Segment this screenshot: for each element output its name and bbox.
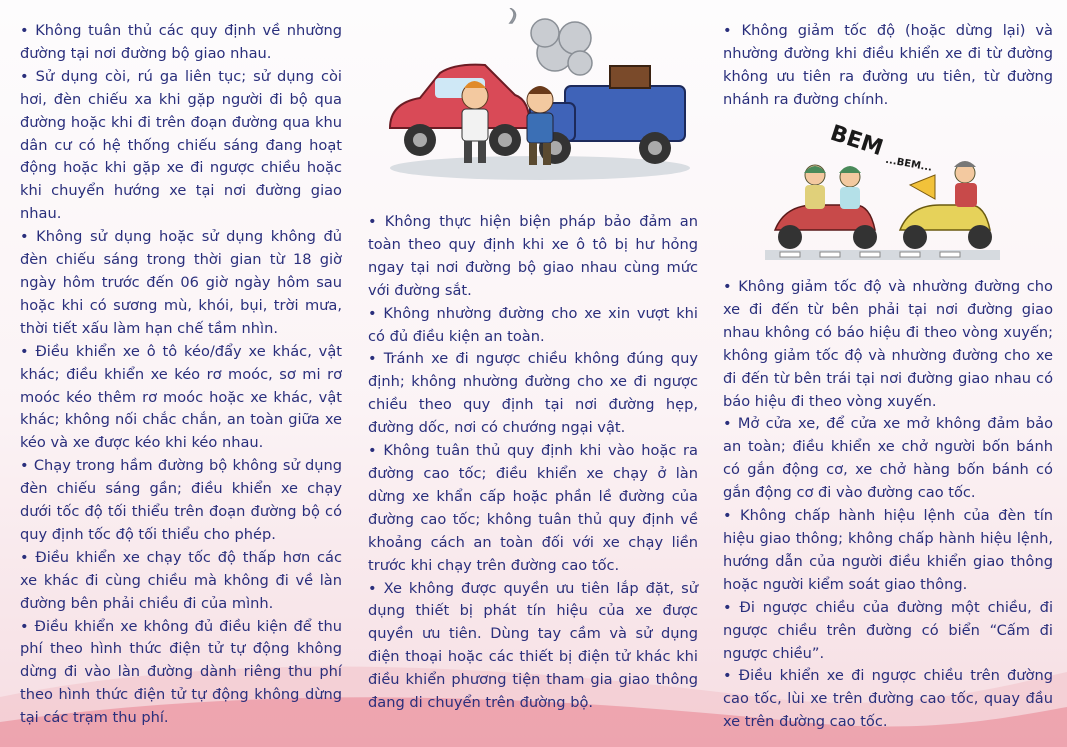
horn-sound-text: BEM bbox=[827, 120, 887, 162]
list-item: • Mở cửa xe, để cửa xe mở không đảm bảo an toàn; điều khiển xe chở người bốn bánh có gắn động cơ, xe chở hàng bốn bánh có gắn động cơ đi vào đường cao tốc. bbox=[723, 415, 1053, 502]
list-item: • Không nhường đường cho xe xin vượt khi có đủ điều kiện an toàn. bbox=[368, 304, 698, 345]
horn-sound-text-small: ...BEM... bbox=[884, 154, 933, 174]
red-car-icon bbox=[390, 65, 530, 156]
megaphone-icon bbox=[910, 175, 935, 199]
list-item: • Không thực hiện biện pháp bảo đảm an toàn theo quy định khi xe ô tô bị hư hỏng ngay tại nơi đường bộ giao nhau cùng mức với đường sắt. bbox=[368, 213, 698, 299]
list-item: • Không giảm tốc độ và nhường đường cho xe đi đến từ bên phải tại nơi đường giao nhau không có báo hiệu đi theo vòng xuyến; không giảm tốc độ và nhường đường cho xe đi đến từ bên trái tại nơi đường giao nhau có báo hiệu đi theo vòng xuyến. bbox=[723, 278, 1053, 410]
column-3-top bbox=[723, 20, 1053, 112]
list-item: • Tránh xe đi ngược chiều không đúng quy định; không nhường đường cho xe đi ngược chiều theo quy định tại nơi đường hẹp, đường dốc, nơi có chướng ngại vật. bbox=[368, 350, 698, 437]
column-3-bottom bbox=[723, 276, 1053, 734]
list-item: • Không giảm tốc độ (hoặc dừng lại) và nhường đường khi điều khiển xe đi từ đường không ưu tiên ra đường ưu tiên, từ đường nhánh ra đường chính. bbox=[723, 22, 1053, 108]
list-item: • Xe không được quyền ưu tiên lắp đặt, sử dụng thiết bị phát tín hiệu của xe được quyền ưu tiên. Dùng tay cầm và sử dụng điện thoại hoặc các thiết bị điện tử khác khi điều khiển phương tiện tham gia giao thông đang di chuyển trên đường bộ. bbox=[368, 579, 698, 712]
list-item: • Điều khiển xe ô tô kéo/đẩy xe khác, vật khác; điều khiển xe kéo rơ moóc, sơ mi rơ moóc kéo thêm rơ moóc hoặc xe khác, vật khác; không nối chắc chắn, an toàn giữa xe kéo và xe được kéo khi kéo nhau. bbox=[20, 342, 342, 452]
scooter-icon bbox=[900, 161, 992, 249]
person-icon bbox=[462, 81, 488, 163]
list-item: • Không sử dụng hoặc sử dụng không đủ đèn chiếu sáng trong thời gian từ 18 giờ ngày hôm trước đến 06 giờ ngày hôm sau hoặc khi có sương mù, khói, bụi, trời mưa, thời tiết xấu làm hạn chế tầm nhìn. bbox=[20, 228, 342, 337]
list-item: • Không chấp hành hiệu lệnh của đèn tín hiệu giao thông; không chấp hành hiệu lệnh, hướng dẫn của người điều khiển giao thông hoặc người kiểm soát giao thông. bbox=[723, 507, 1053, 593]
list-item: • Điều khiển xe chạy tốc độ thấp hơn các xe khác đi cùng chiều mà không đi về làn đường bên phải chiều đi của mình. bbox=[20, 548, 342, 612]
list-item: • Không tuân thủ các quy định về nhường đường tại nơi đường bộ giao nhau. bbox=[20, 22, 342, 62]
horn-scooter-illustration bbox=[760, 115, 1005, 267]
list-item: • Chạy trong hầm đường bộ không sử dụng đèn chiếu sáng gần; điều khiển xe chạy dưới tốc độ tối thiểu trên đoạn đường bộ có quy định tốc độ tối thiểu cho phép. bbox=[20, 457, 342, 543]
list-item: • Điều khiển xe không đủ điều kiện để thu phí theo hình thức điện tử tự động không dừng đi vào làn đường dành riêng thu phí theo hình thức điện tử tự động không dừng tại các trạm thu phí. bbox=[20, 617, 342, 727]
list-item: • Không tuân thủ quy định khi vào hoặc ra đường cao tốc; điều khiển xe chạy ở làn dừng xe khẩn cấp hoặc phần lề đường của đường cao tốc; không tuân thủ quy định về khoảng cách an toàn đối với xe chạy liền trước khi chạy trên đường cao tốc. bbox=[368, 442, 698, 574]
list-item: • Sử dụng còi, rú ga liên tục; sử dụng còi hơi, đèn chiếu xa khi gặp người đi bộ qua đường hoặc khi đi trên đoạn đường qua khu dân cư có hệ thống chiếu sáng đang hoạt động hoặc khi gặp xe đi ngược chiều hoặc khi chuyển hướng xe tại nơi đường giao nhau. bbox=[20, 67, 342, 223]
list-item: • Điều khiển xe đi ngược chiều trên đường cao tốc, lùi xe trên đường cao tốc, quay đầu xe trên đường cao tốc. bbox=[723, 667, 1053, 731]
car-crash-illustration bbox=[380, 8, 695, 193]
column-1 bbox=[20, 20, 342, 730]
scooter-icon bbox=[775, 165, 877, 249]
column-2 bbox=[368, 211, 698, 715]
list-item: • Đi ngược chiều của đường một chiều, đi ngược chiều trên đường có biển “Cấm đi ngược chiều”. bbox=[723, 598, 1053, 662]
smoke-icon bbox=[510, 8, 592, 75]
truck-icon bbox=[530, 66, 685, 164]
